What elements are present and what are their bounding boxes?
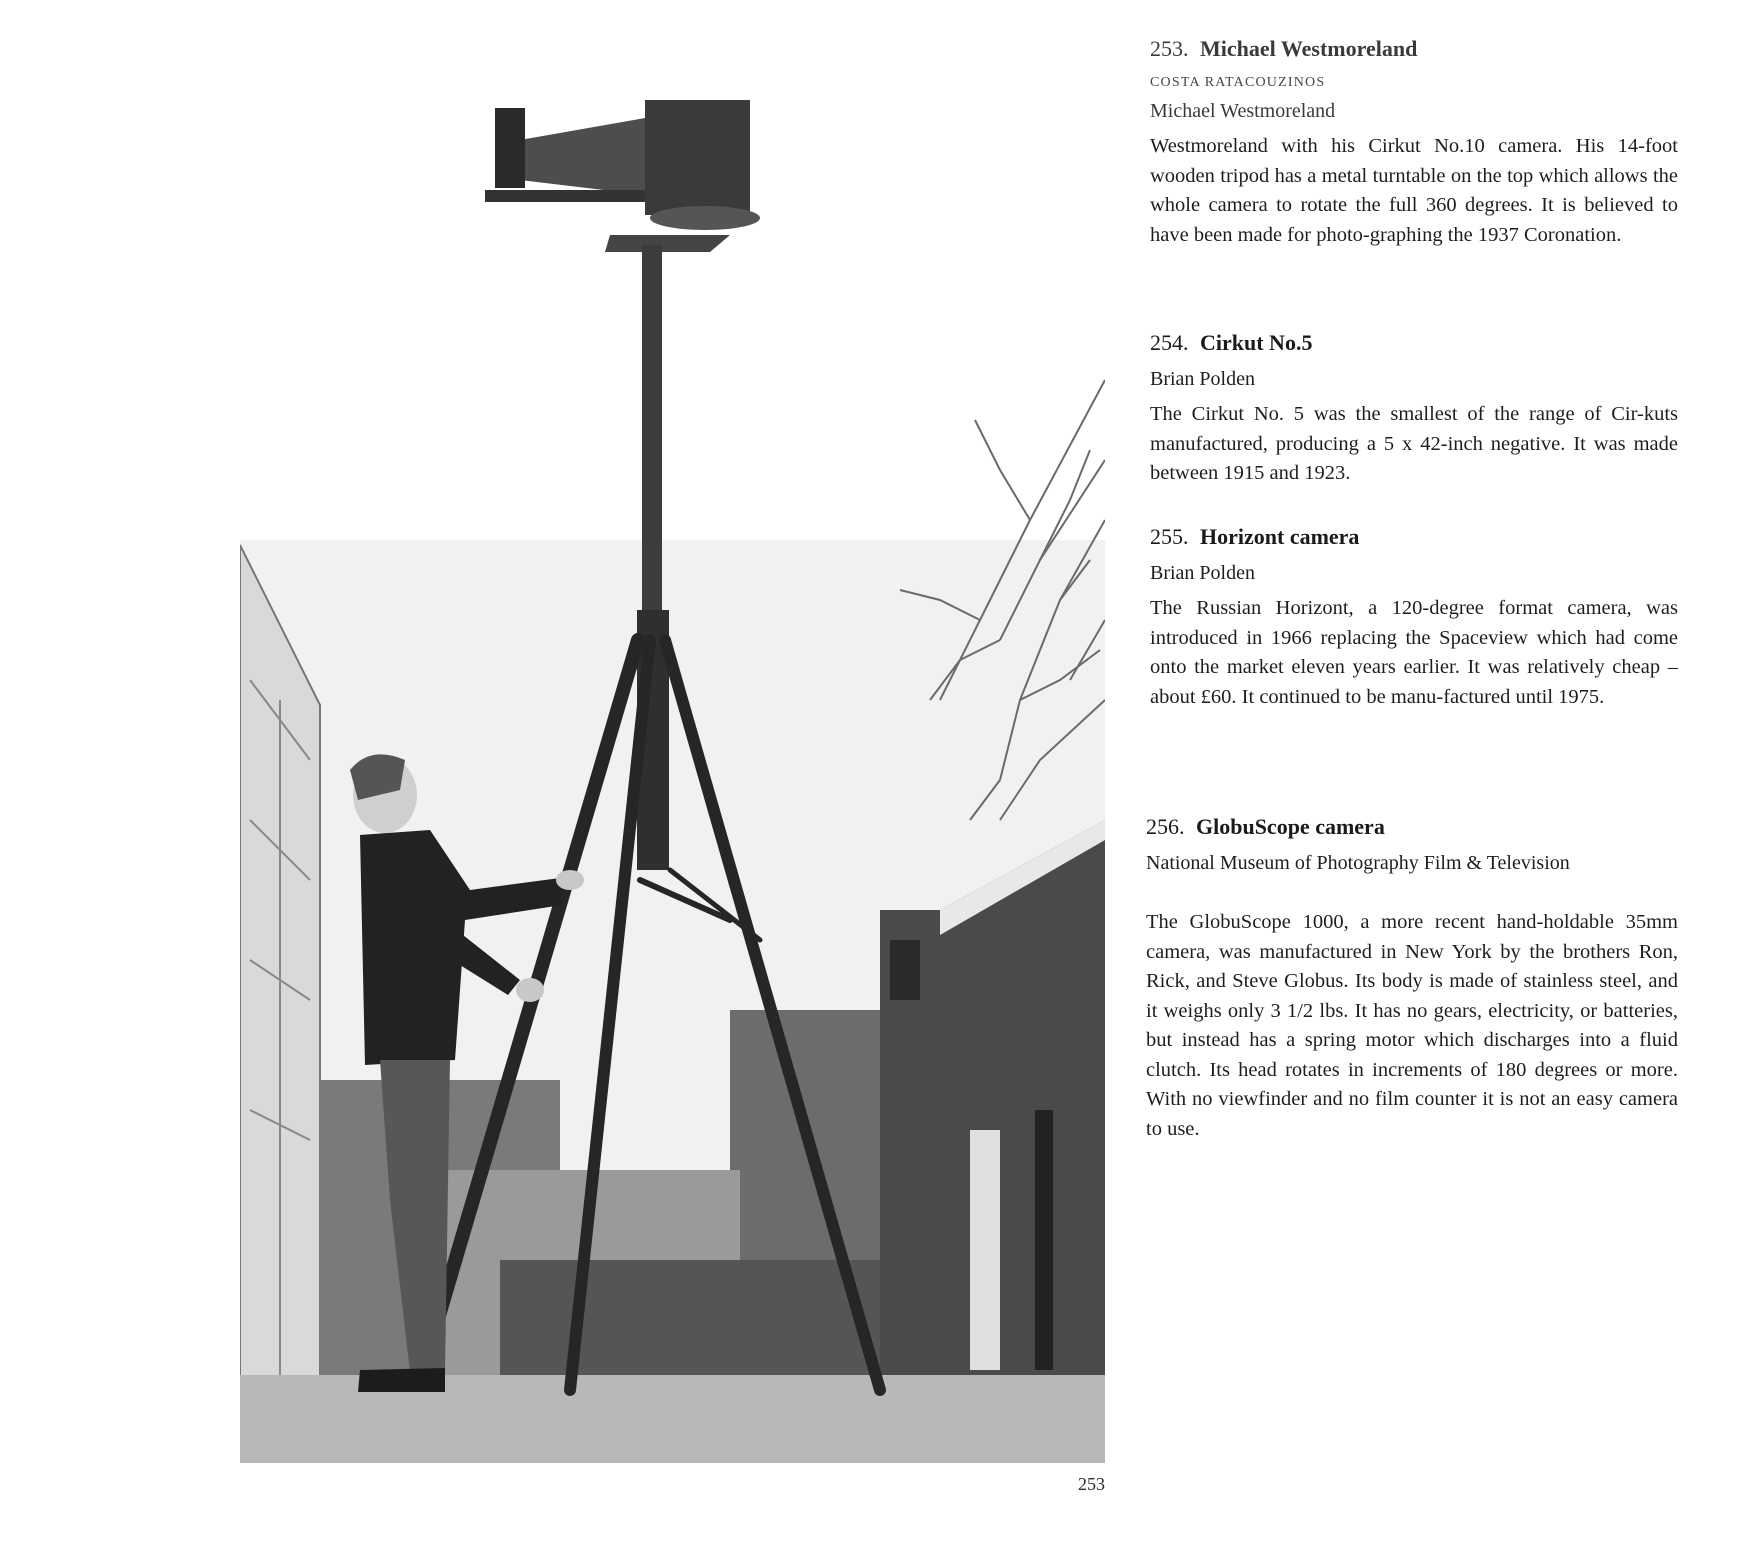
entry-number: 255.	[1150, 524, 1189, 549]
photograph-illustration	[240, 0, 1105, 1463]
entry-credit: National Museum of Photography Film & Television	[1146, 852, 1570, 874]
photograph	[240, 0, 1105, 1463]
entry-title: Horizont camera	[1200, 524, 1360, 549]
entry-heading	[1150, 328, 1678, 358]
entry-title: Michael Westmoreland	[1200, 36, 1418, 61]
entry-title: GlobuScope camera	[1196, 814, 1385, 839]
entry-body: The GlobuScope 1000, a more recent hand-holdable 35mm camera, was manufactured in New York by the brothers Ron, Rick, and Steve Globus. Its body is made of stainless steel, and it weighs only 3 1/2 lbs. It has no gears, electricity, or batteries, but instead has a spring motor which discharges into a fluid clutch. Its head rotates in increments of 180 degrees or more. With no viewfinder and no film counter it is not an easy camera to use.	[1146, 911, 1678, 1140]
entry-photographer: COSTA RATACOUZINOS	[1150, 75, 1326, 90]
entry-title: Cirkut No.5	[1200, 330, 1313, 355]
entry-credit: Brian Polden	[1150, 562, 1255, 584]
entry-number: 254.	[1150, 330, 1189, 355]
entry-credit: Brian Polden	[1150, 368, 1255, 390]
entry-number: 253.	[1150, 36, 1189, 61]
entry-heading	[1146, 812, 1678, 842]
entry-number: 256.	[1146, 814, 1185, 839]
entry-body: Westmoreland with his Cirkut No.10 camera. His 14-foot wooden tripod has a metal turntable on the top which allows the whole camera to rotate the full 360 degrees. It is believed to have been made for photo-graphing the 1937 Coronation.	[1150, 135, 1678, 246]
entry-credit: Michael Westmoreland	[1150, 100, 1336, 122]
plate-number: 253	[1078, 1474, 1105, 1494]
tripod-column	[642, 245, 662, 615]
entry-body: The Russian Horizont, a 120-degree format camera, was introduced in 1966 replacing the Spaceview which had come onto the market eleven years earlier. It was relatively cheap – about £60. It continued to be manu-factured until 1975.	[1150, 597, 1678, 708]
caption-entry-256	[1146, 812, 1678, 1144]
caption-entry-255	[1150, 522, 1678, 712]
entry-heading	[1150, 522, 1678, 552]
caption-entry-254	[1150, 328, 1678, 489]
entry-body: The Cirkut No. 5 was the smallest of the range of Cir-kuts manufactured, producing a 5 x 42-inch negative. It was made between 1915 and 1923.	[1150, 403, 1678, 484]
caption-entry-253	[1150, 34, 1678, 250]
entry-heading	[1150, 34, 1678, 64]
